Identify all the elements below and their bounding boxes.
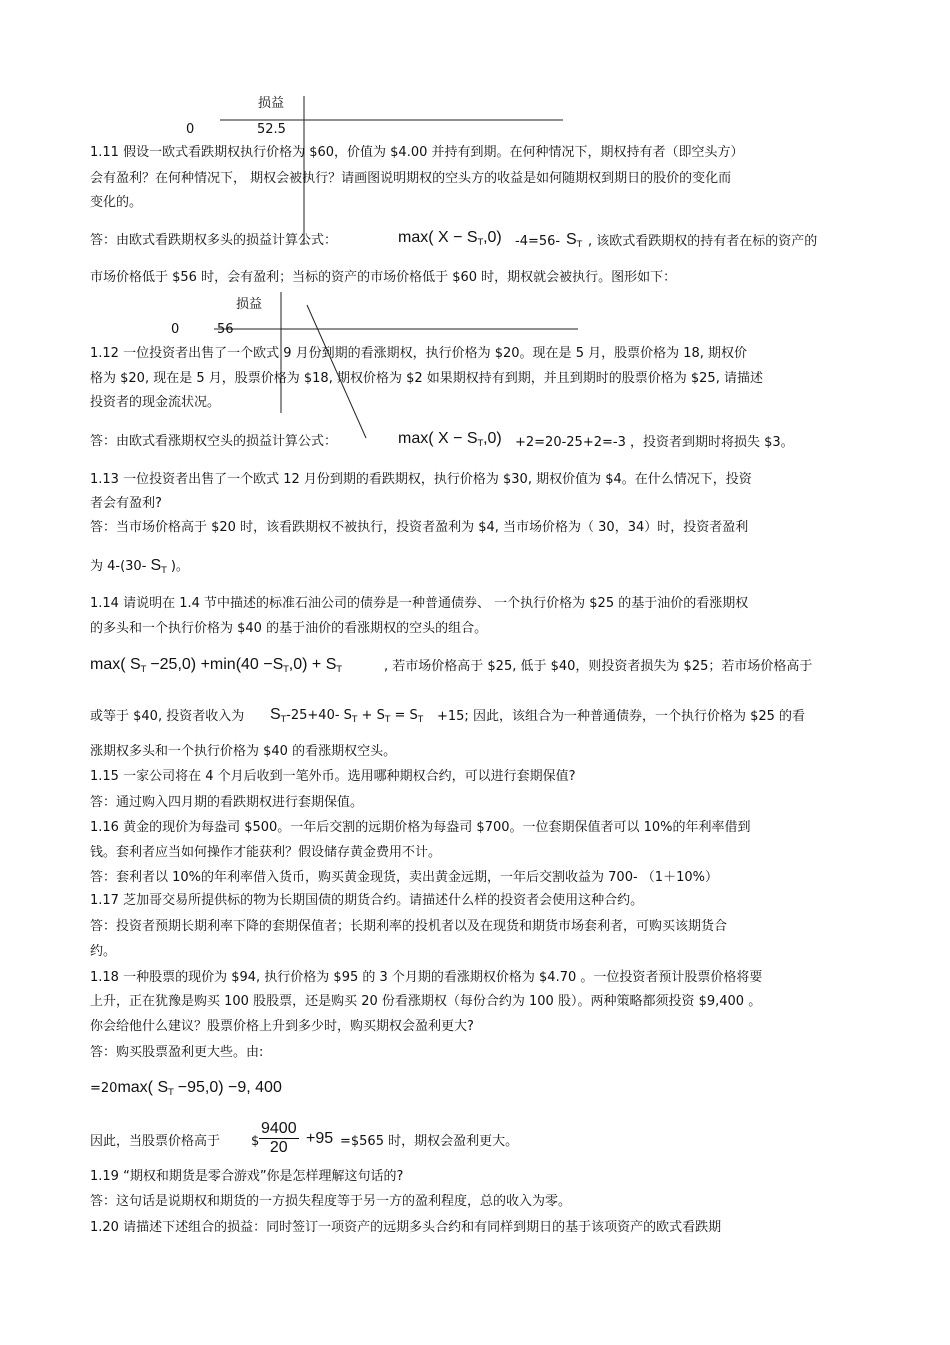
q117-answer-line2: 约。 bbox=[90, 944, 117, 959]
q114-line4-formula: $S_T-25+40-$ $S_T + S_T = S_T$ bbox=[270, 706, 424, 725]
q118-plus: +95 bbox=[306, 1130, 334, 1147]
q114-formula: max( $S_T -25,0) +\min(40 -S_T,0) + S_T$ bbox=[90, 656, 342, 675]
q116-line2: 钱。套利者应当如何操作才能获利？假设储存黄金费用不计。 bbox=[90, 845, 442, 860]
q114-formula-post: , 若市场价格高于 $25, 低于 $40，则投资者损失为 $25；若市场价格高于 bbox=[384, 659, 813, 674]
q111-st: $S_T$ bbox=[566, 231, 583, 250]
q113-answer-line1: 答：当市场价格高于 $20 时，该看跌期权不被执行，投资者盈利为 $4, 当市场价格为（ 30，34）时，投资者盈利 bbox=[90, 520, 749, 535]
q118-line1: 1.18 一种股票的现价为 $94, 执行价格为 $95 的 3 个月期的看涨期权价格为 $4.70 。一位投资者预计股票价格将要 bbox=[90, 970, 763, 985]
q111-answer-post: , 该欧式看跌期权的持有者在标的资产的 bbox=[588, 234, 818, 249]
q114-line1: 1.14 请说明在 1.4 节中描述的标准石油公司的债券是一种普通债券、 一个执行价格为 $25 的基于油价的看涨期权 bbox=[90, 596, 749, 611]
q119-answer: 答：这句话是说期权和期货的一方损失程度等于另一方的盈利程度，总的收入为零。 bbox=[90, 1194, 572, 1209]
q116-line1: 1.16 黄金的现价为每盎司 $500。一年后交割的远期价格为每盎司 $700。一位套期保值者可以 10%的年利率借到 bbox=[90, 820, 751, 835]
q111-answer-line2: 市场价格低于 $56 时，会有盈利；当标的资产的市场价格低于 $60 时，期权就会被执行。图形如下： bbox=[90, 270, 677, 285]
fig2-origin: 0 bbox=[171, 322, 180, 337]
q111-answer-intro: 答：由欧式看跌期权多头的损益计算公式： bbox=[90, 233, 338, 248]
q112-answer-post: +2=20-25+2=-3 ，投资者到期时将损失 $3。 bbox=[515, 435, 794, 450]
q118-fraction bbox=[259, 1120, 299, 1157]
fig1-ylabel: 损益 bbox=[258, 96, 285, 111]
q113-line1: 1.13 一位投资者出售了一个欧式 12 月份到期的看跌期权，执行价格为 $30, 期权价值为 $4。在什么情况下，投资 bbox=[90, 472, 752, 487]
q119-line1: 1.19 “期权和期货是零合游戏”你是怎样理解这句话的? bbox=[90, 1169, 404, 1184]
q112-answer-intro: 答：由欧式看涨期权空头的损益计算公式： bbox=[90, 434, 338, 449]
q118-fraction-num: 9400 bbox=[261, 1120, 297, 1137]
q114-line2: 的多头和一个执行价格为 $40 的基于油价的看涨期权的空头的组合。 bbox=[90, 621, 488, 636]
q118-conclusion-post: =$565 时，期权会盈利更大。 bbox=[340, 1134, 519, 1149]
q118-formula: =20max( $S_T -95,0) -9$, 400 bbox=[90, 1079, 282, 1098]
q111-formula-tail: -4=56- bbox=[515, 234, 561, 249]
q115-answer: 答：通过购入四月期的看跌期权进行套期保值。 bbox=[90, 795, 364, 810]
q117-answer-line1: 答：投资者预期长期利率下降的套期保值者；长期利率的投机者以及在现货和期货市场套利者，可购买该期货合 bbox=[90, 919, 728, 934]
fig2-ylabel: 损益 bbox=[236, 297, 263, 312]
q112-formula: max( $X - S_T,0$) bbox=[398, 430, 502, 449]
fig1-origin: 0 bbox=[186, 122, 195, 137]
q112-line2: 格为 $20, 现在是 5 月，股票价格为 $18, 期权价格为 $2 如果期权持有到期，并且到期时的股票价格为 $25, 请描述 bbox=[90, 371, 763, 386]
q118-conclusion-pre: 因此，当股票价格高于 bbox=[90, 1134, 221, 1149]
q114-line4-pre: 或等于 $40, 投资者收入为 bbox=[90, 709, 245, 724]
q114-line4-post: +15; 因此，该组合为一种普通债券，一个执行价格为 $25 的看 bbox=[437, 709, 806, 724]
q111-line1: 1.11 假设一欧式看跌期权执行价格为 $60，价值为 $4.00 并持有到期。在何种情况下，期权持有者（即空头方） bbox=[90, 145, 744, 160]
fig1-tick: 52.5 bbox=[257, 122, 286, 137]
q117-line1: 1.17 芝加哥交易所提供标的物为长期国债的期货合约。请描述什么样的投资者会使用这种合约。 bbox=[90, 893, 644, 908]
q113-line2: 者会有盈利? bbox=[90, 496, 162, 511]
q114-line5: 涨期权多头和一个执行价格为 $40 的看涨期权空头。 bbox=[90, 744, 397, 759]
q111-line3: 变化的。 bbox=[90, 195, 143, 210]
q113-answer-line2: 为 4-(30- $S_T$ )。 bbox=[90, 557, 189, 576]
q112-line3: 投资者的现金流状况。 bbox=[90, 395, 221, 410]
q120-line1: 1.20 请描述下述组合的损益：同时签订一项资产的远期多头合约和有同样到期日的基于该项资产的欧式看跌期 bbox=[90, 1220, 722, 1235]
q112-line1: 1.12 一位投资者出售了一个欧式 9 月份到期的看涨期权，执行价格为 $20。现在是 5 月，股票价格为 18, 期权价 bbox=[90, 346, 748, 361]
q118-line3: 你会给他什么建议？股票价格上升到多少时，购买期权会盈利更大? bbox=[90, 1019, 474, 1034]
q116-answer: 答：套利者以 10%的年利率借入货币，购买黄金现货，卖出黄金远期，一年后交割收益为 700- （1＋10%） bbox=[90, 870, 718, 885]
q118-answer: 答：购买股票盈利更大些。由: bbox=[90, 1045, 264, 1060]
q111-formula: max( $X - S_T,0$) bbox=[398, 229, 502, 248]
q118-dollar: $ bbox=[251, 1134, 260, 1149]
q118-fraction-den: 20 bbox=[269, 1139, 288, 1156]
fig2-tick: 56 bbox=[217, 322, 234, 337]
q118-line2: 上升，正在犹豫是购买 100 股股票，还是购买 20 份看涨期权（每份合约为 100 股）。两种策略都须投资 $9,400 。 bbox=[90, 994, 762, 1009]
q111-line2: 会有盈利？在何种情况下， 期权会被执行？请画图说明期权的空头方的收益是如何随期权到期日的股价的变化而 bbox=[90, 171, 732, 186]
q115-line1: 1.15 一家公司将在 4 个月后收到一笔外币。选用哪种期权合约，可以进行套期保值? bbox=[90, 769, 576, 784]
